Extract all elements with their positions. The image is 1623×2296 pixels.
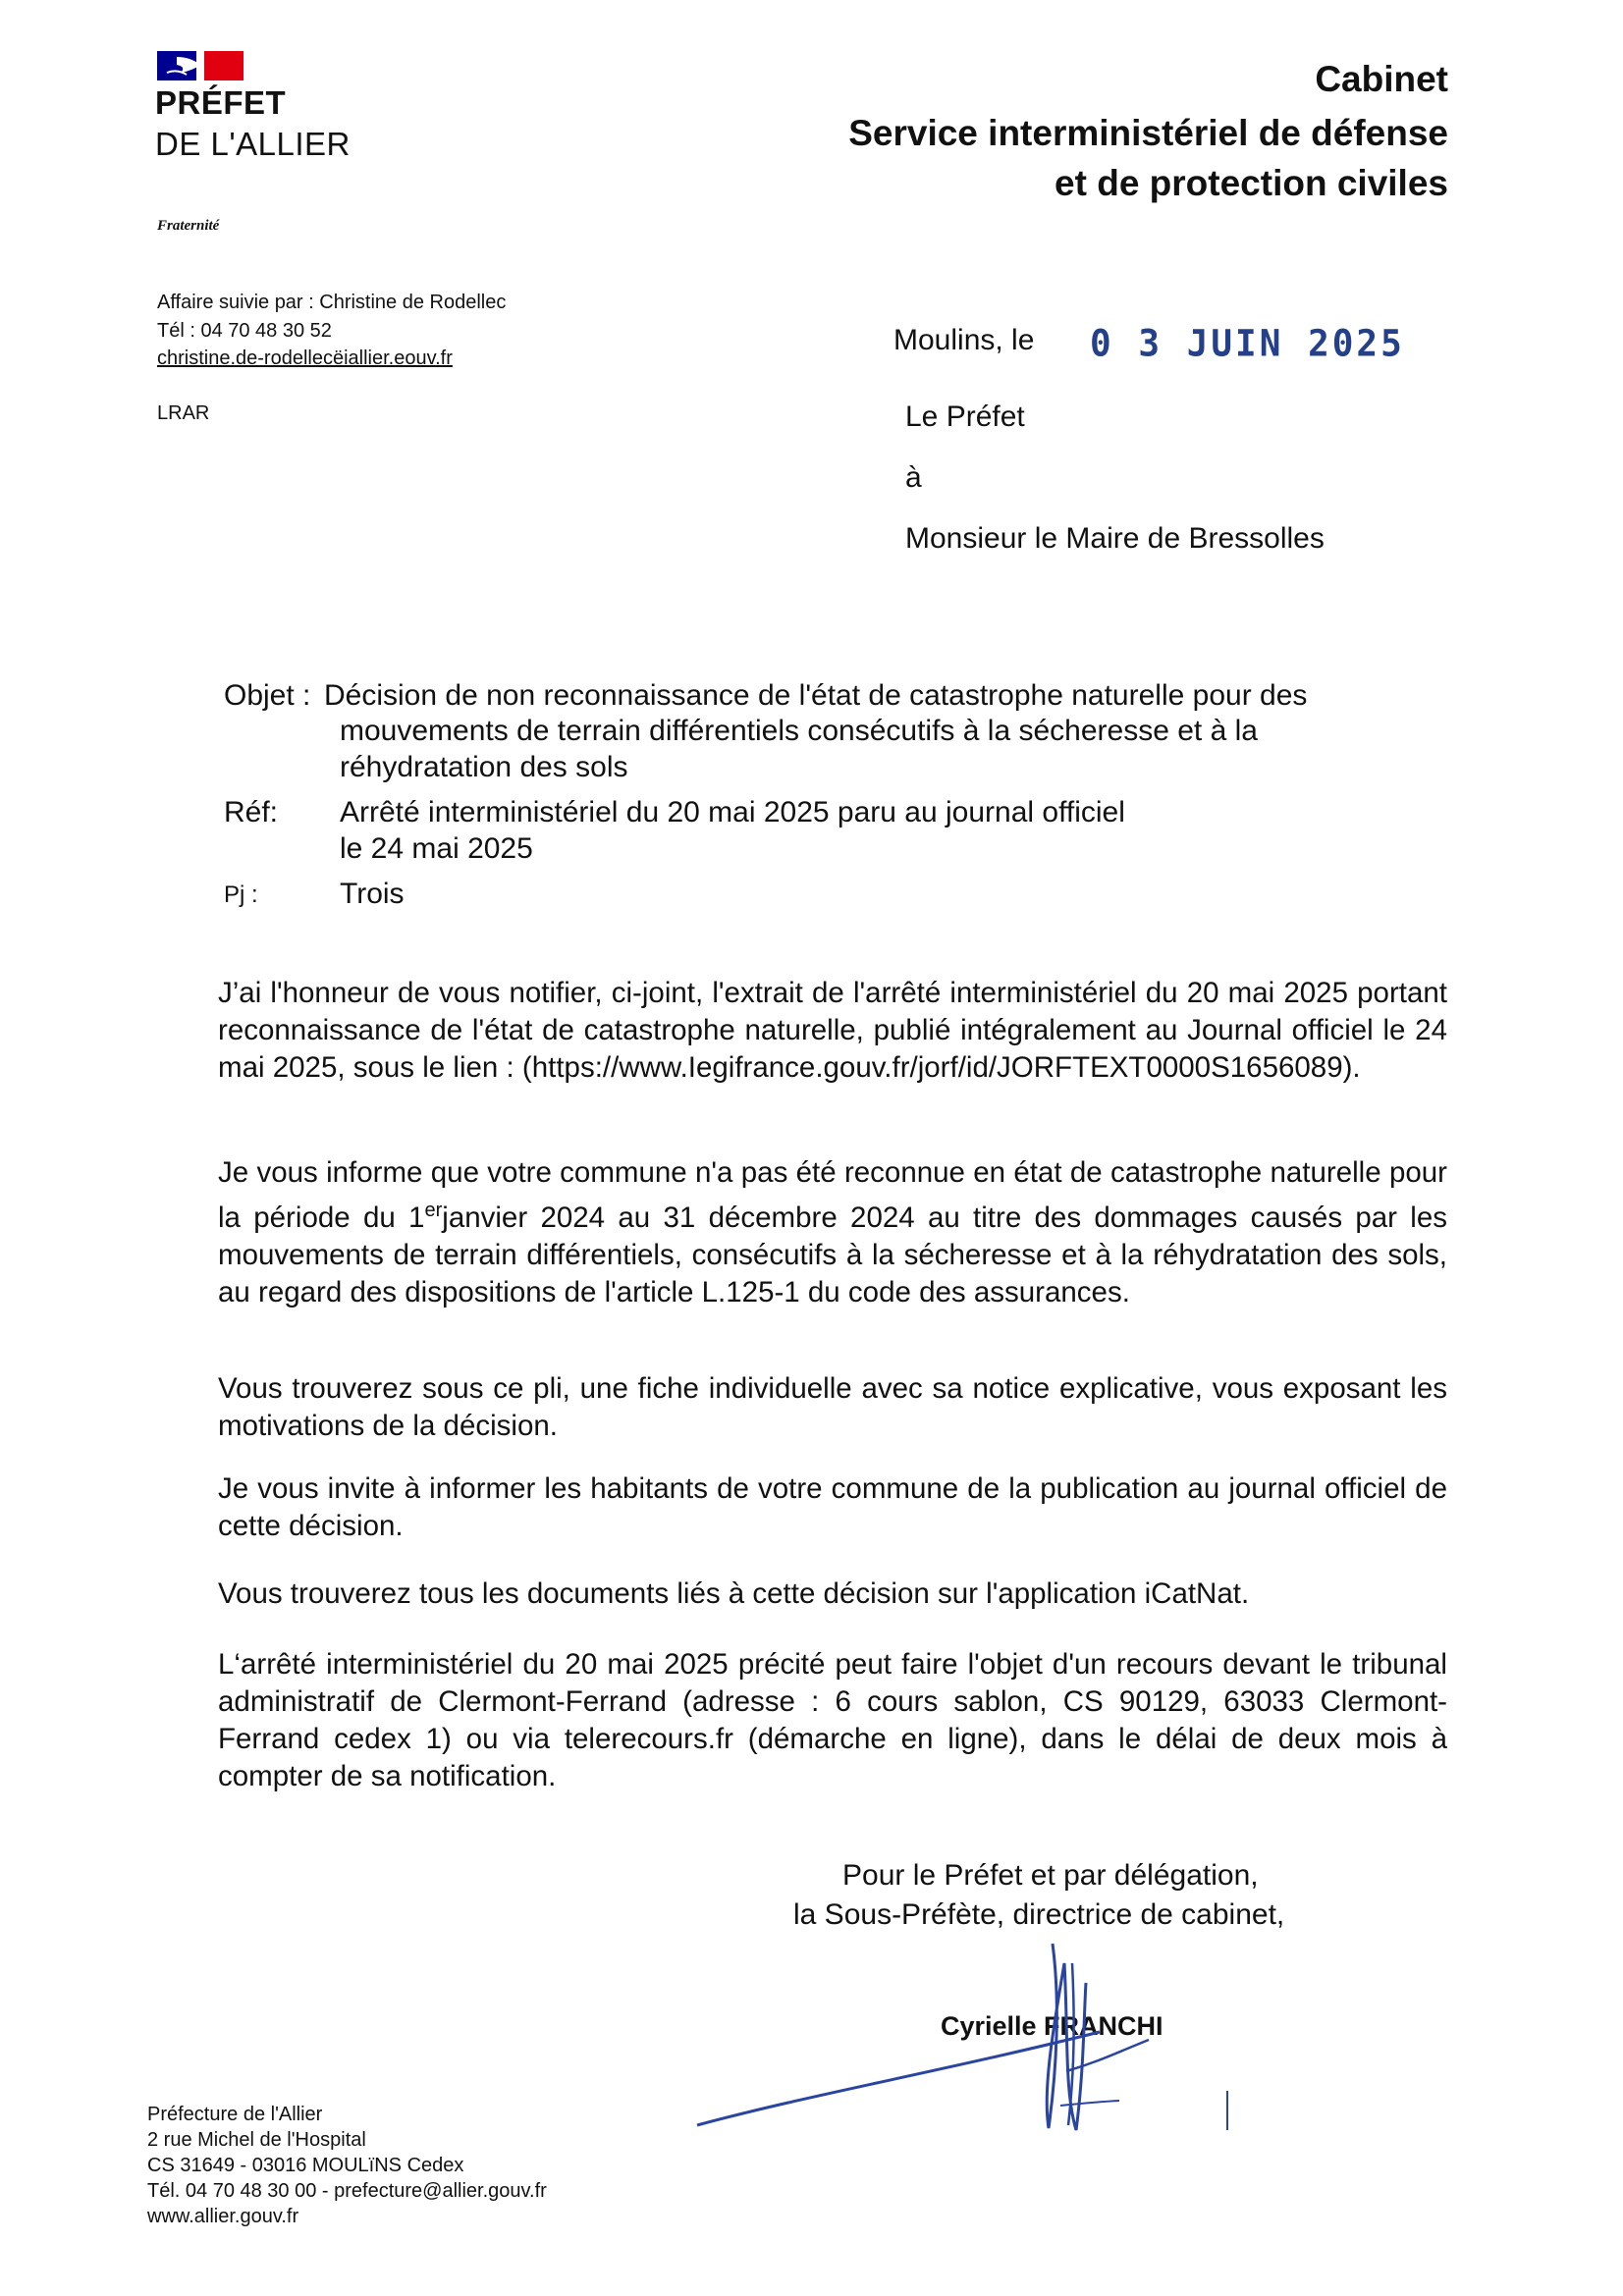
- object-line-3: réhydratation des sols: [340, 751, 628, 783]
- pj-value: Trois: [340, 878, 405, 910]
- superscript-er: er: [424, 1200, 443, 1221]
- pj-label: Pj :: [224, 881, 258, 908]
- handwritten-signature: [687, 1924, 1237, 2160]
- contact-follow: Affaire suivie par : Christine de Rodellec: [157, 292, 507, 313]
- paragraph-inform: Je vous invite à informer les habitants de votre commune de la publication au journal officiel de cette décision.: [218, 1472, 1447, 1542]
- sender: Le Préfet: [905, 400, 1025, 433]
- date-place: Moulins, le: [893, 324, 1035, 356]
- recipient-name: Monsieur le Maire de Bressolles: [905, 522, 1325, 555]
- contact-phone: Tél : 04 70 48 30 52: [157, 320, 332, 342]
- contact-email-link[interactable]: christine.de-rodellecëiallier.eouv.fr: [157, 347, 453, 369]
- paragraph-decision-part-2: janvier 2024 au 31 décembre 2024 au titre des dommages causés par les mouvements de terrain différentiels, consécutifs à la sécheresse et à la réhydratation des sols, au regard des dispositions de l'article L.125-1 du code des assurances.: [218, 1201, 1447, 1308]
- header-service: Service interministériel de défense: [848, 113, 1448, 153]
- signature-line-2: la Sous-Préfète, directrice de cabinet,: [793, 1898, 1285, 1931]
- marianne-logo: [157, 51, 243, 80]
- logo-subtitle: DE L'ALLIER: [155, 126, 351, 162]
- paragraph-decision: [218, 1154, 1447, 1311]
- logo-title: PRÉFET: [155, 84, 287, 121]
- object-line-1: Décision de non reconnaissance de l'état de catastrophe naturelle pour des: [324, 679, 1308, 712]
- motto: Fraternité: [157, 218, 220, 234]
- paragraph-recours: L‘arrêté interministériel du 20 mai 2025 précité peut faire l'objet d'un recours devant le tribunal administratif de Clermont-Ferrand (adresse : 6 cours sablon, CS 90129, 63033 Clermont-Ferrand cedex 1) ou via telerecours.fr (démarche en ligne), dans le délai de deux mois à compter de sa notification.: [218, 1648, 1447, 1792]
- ref-label: Réf:: [224, 796, 279, 828]
- ref-line-1: Arrêté interministériel du 20 mai 2025 paru au journal officiel: [340, 796, 1125, 828]
- ref-line-2: le 24 mai 2025: [340, 832, 533, 865]
- header-service-cont: et de protection civiles: [1055, 163, 1448, 203]
- paragraph-fiche: Vous trouverez sous ce pli, une fiche individuelle avec sa notice explicative, vous exposant les motivations de la décision.: [218, 1372, 1447, 1442]
- paragraph-decision-part-1: Je vous informe que votre commune n'a pas été reconnue en état de catastrophe naturelle pour la période du 1: [218, 1156, 1447, 1234]
- header-cabinet: Cabinet: [1315, 59, 1448, 99]
- lrar-label: LRAR: [157, 402, 210, 424]
- object-label: Objet :: [224, 679, 311, 712]
- signatory-name: Cyrielle FRANCHI: [941, 2011, 1163, 2041]
- footer-website: www.allier.gouv.fr: [147, 2206, 299, 2227]
- paragraph-icatnat: Vous trouverez tous les documents liés à cette décision sur l'application iCatNat.: [218, 1577, 1250, 1610]
- signature-line-1: Pour le Préfet et par délégation,: [842, 1859, 1259, 1892]
- footer-address: 2 rue Michel de l'Hospital: [147, 2129, 366, 2151]
- object-line-2: mouvements de terrain différentiels consécutifs à la sécheresse et à la: [340, 715, 1258, 747]
- date-stamp: 0 3 JUIN 2025: [1090, 322, 1405, 366]
- footer-prefecture: Préfecture de l'Allier: [147, 2104, 323, 2125]
- recipient-to: à: [905, 461, 922, 494]
- paragraph-notification: J’ai l'honneur de vous notifier, ci-joint, l'extrait de l'arrêté interministériel du 20 mai 2025 portant reconnaissance de l'état de catastrophe naturelle, publié intégralement au Journal officiel le 24 mai 2025, sous le lien : (https://www.Iegifrance.gouv.fr/jorf/id/JORFTEXT0000S1656089).: [218, 977, 1447, 1084]
- footer-contact: Tél. 04 70 48 30 00 - prefecture@allier.gouv.fr: [147, 2180, 547, 2202]
- footer-postal: CS 31649 - 03016 MOULïNS Cedex: [147, 2155, 464, 2176]
